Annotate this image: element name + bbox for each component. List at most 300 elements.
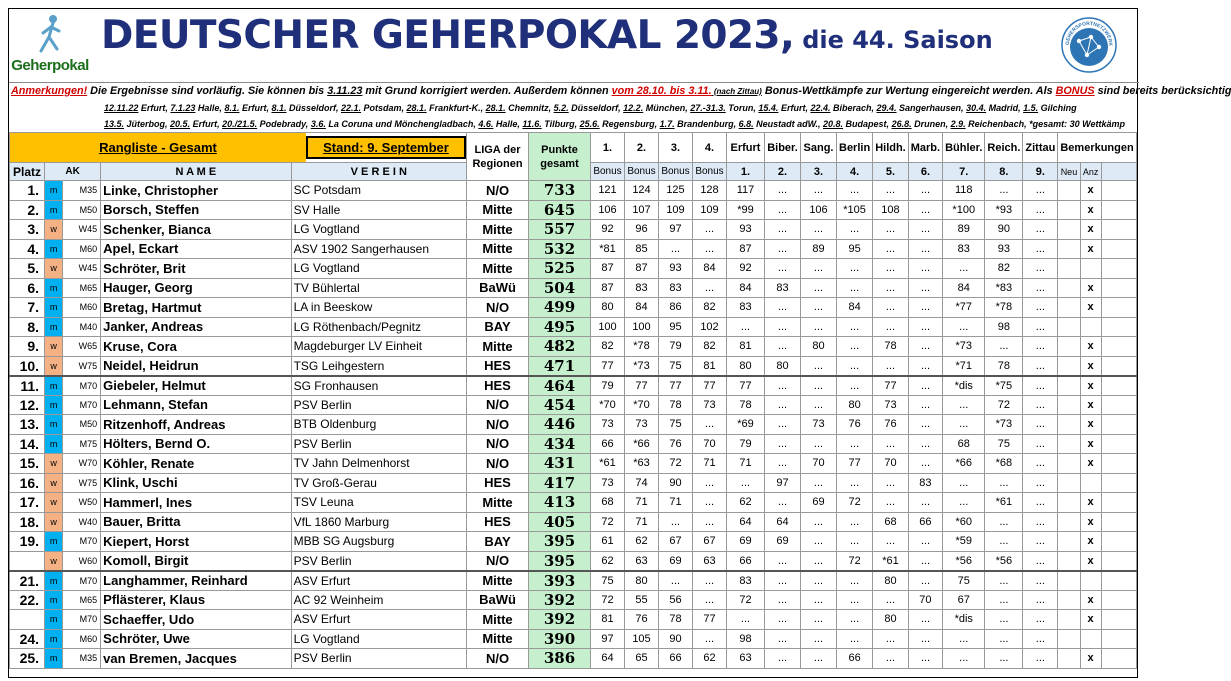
competition-score: 72: [985, 395, 1023, 415]
ak-header: AK: [45, 163, 101, 181]
neu-mark: [1058, 356, 1080, 376]
competition-score: 72: [837, 551, 873, 571]
rank-cell: [10, 610, 45, 630]
competition-score: 73: [873, 395, 909, 415]
remark-cell: [1101, 629, 1136, 649]
rank-cell: 24.: [10, 629, 45, 649]
bonus-score: 74: [625, 473, 659, 493]
comp-name-4: Berlin: [837, 133, 873, 163]
club-name: SG Fronhausen: [291, 376, 466, 396]
competition-score: ...: [801, 571, 837, 591]
bonus-score: 76: [659, 434, 693, 454]
gender-cell: w: [45, 551, 63, 571]
club-name: TV Bühlertal: [291, 278, 466, 298]
competition-score: *61: [985, 493, 1023, 513]
competition-score: ...: [837, 278, 873, 298]
competition-score: 62: [727, 493, 765, 513]
league-cell: HES: [467, 356, 529, 376]
age-class-cell: M60: [63, 629, 101, 649]
anz-mark: x: [1080, 532, 1101, 552]
rank-cell: 25.: [10, 649, 45, 669]
sheet-frame: [8, 8, 1231, 678]
club-name: SV Halle: [291, 200, 466, 220]
competition-score: ...: [873, 259, 909, 279]
competition-score: ...: [801, 278, 837, 298]
remark-segment: Reichenbach, *gesamt: 30 Wettkämp: [965, 119, 1126, 129]
competition-score: ...: [985, 532, 1023, 552]
comp-name-9: Zittau: [1023, 133, 1058, 163]
competition-score: ...: [765, 337, 801, 357]
total-points: 395: [529, 532, 591, 552]
remark-segment: 11.6.: [522, 119, 542, 129]
age-class-cell: M75: [63, 434, 101, 454]
remark-segment: Chemnitz,: [505, 103, 554, 113]
neu-mark: [1058, 415, 1080, 435]
total-points: 454: [529, 395, 591, 415]
competition-score: ...: [1023, 239, 1058, 259]
rank-cell: 12.: [10, 395, 45, 415]
competition-score: ...: [837, 259, 873, 279]
competition-score: ...: [765, 629, 801, 649]
remark-segment: 5.2.: [553, 103, 569, 113]
league-cell: N/O: [467, 395, 529, 415]
bonus-score: 72: [659, 454, 693, 474]
bonus-score: 97: [591, 629, 625, 649]
competition-score: 95: [837, 239, 873, 259]
bonus-score: 100: [591, 317, 625, 337]
rank-cell: 5.: [10, 259, 45, 279]
athlete-name: Apel, Eckart: [101, 239, 291, 259]
gender-cell: w: [45, 356, 63, 376]
anz-mark: x: [1080, 434, 1101, 454]
league-cell: N/O: [467, 454, 529, 474]
competition-score: 117: [727, 181, 765, 201]
club-name: ASV Erfurt: [291, 610, 466, 630]
remark-segment: 13.5.: [104, 119, 125, 129]
remark-cell: [1101, 181, 1136, 201]
ranking-table: [9, 132, 1137, 669]
competition-score: ...: [908, 649, 942, 669]
comp-num-5: 5.: [873, 163, 909, 181]
competition-score: 69: [727, 532, 765, 552]
gender-cell: w: [45, 259, 63, 279]
verein-header: V E R E I N: [291, 163, 466, 181]
bonus-score: *63: [625, 454, 659, 474]
table-row: [10, 649, 1137, 669]
remark-cell: [1101, 259, 1136, 279]
age-class-cell: M35: [63, 649, 101, 669]
club-name: ASV Erfurt: [291, 571, 466, 591]
gender-cell: m: [45, 181, 63, 201]
total-points: 434: [529, 434, 591, 454]
competition-score: ...: [727, 317, 765, 337]
competition-score: ...: [1023, 298, 1058, 318]
competition-score: 79: [727, 434, 765, 454]
competition-score: ...: [985, 181, 1023, 201]
bonus-score: 73: [591, 473, 625, 493]
bonus-score: 66: [591, 434, 625, 454]
total-points: 504: [529, 278, 591, 298]
competition-score: 83: [943, 239, 985, 259]
bonus-score: 87: [591, 259, 625, 279]
competition-score: ...: [1023, 551, 1058, 571]
remark-segment: 29.4.: [876, 103, 897, 113]
rank-cell: 2.: [10, 200, 45, 220]
competition-score: 84: [943, 278, 985, 298]
competition-score: ...: [837, 356, 873, 376]
league-cell: Mitte: [467, 200, 529, 220]
competition-score: ...: [873, 590, 909, 610]
competition-score: 67: [943, 590, 985, 610]
neu-mark: [1058, 473, 1080, 493]
competition-score: ...: [873, 649, 909, 669]
age-class-cell: M60: [63, 298, 101, 318]
competition-score: ...: [1023, 415, 1058, 435]
bonus-score: *78: [625, 337, 659, 357]
competition-score: *66: [943, 454, 985, 474]
competition-score: 66: [908, 512, 942, 532]
athlete-name: Komoll, Birgit: [101, 551, 291, 571]
network-logo: [1061, 17, 1117, 73]
bonus-score: ...: [659, 512, 693, 532]
competition-score: ...: [1023, 590, 1058, 610]
age-class-cell: M65: [63, 590, 101, 610]
club-name: LG Vogtland: [291, 259, 466, 279]
title-bar: [10, 133, 467, 163]
remark-segment: Halle,: [493, 119, 523, 129]
competition-score: 68: [873, 512, 909, 532]
age-class-cell: W50: [63, 493, 101, 513]
age-class-cell: M65: [63, 278, 101, 298]
competition-score: ...: [837, 590, 873, 610]
competition-score: ...: [1023, 473, 1058, 493]
competition-score: ...: [908, 376, 942, 396]
competition-score: ...: [837, 220, 873, 240]
competition-score: 76: [837, 415, 873, 435]
anz-mark: x: [1080, 415, 1101, 435]
competition-score: ...: [908, 629, 942, 649]
athlete-name: Pflästerer, Klaus: [101, 590, 291, 610]
competition-score: ...: [765, 415, 801, 435]
comp-num-7: 7.: [943, 163, 985, 181]
competition-score: 73: [801, 415, 837, 435]
remark-cell: [1101, 317, 1136, 337]
competition-score: ...: [837, 610, 873, 630]
bonus-score: 124: [625, 181, 659, 201]
competition-score: ...: [765, 434, 801, 454]
anz-mark: x: [1080, 239, 1101, 259]
remark-cell: [1101, 532, 1136, 552]
competition-score: ...: [943, 317, 985, 337]
bonus-score: ...: [693, 239, 727, 259]
competition-score: ...: [765, 571, 801, 591]
neu-mark: [1058, 590, 1080, 610]
competition-score: ...: [801, 298, 837, 318]
neu-mark: [1058, 551, 1080, 571]
competition-score: ...: [873, 239, 909, 259]
table-row: [10, 415, 1137, 435]
competition-score: ...: [801, 356, 837, 376]
remark-segment: vom 28.10. bis 3.11.: [611, 85, 712, 97]
competition-score: ...: [801, 395, 837, 415]
competition-score: ...: [943, 473, 985, 493]
bonus-num-4: 4.: [693, 133, 727, 163]
neu-mark: [1058, 200, 1080, 220]
table-row: [10, 278, 1137, 298]
page-header: [9, 9, 1139, 83]
bonus-score: 62: [625, 532, 659, 552]
anz-mark: [1080, 473, 1101, 493]
athlete-name: Schenker, Bianca: [101, 220, 291, 240]
bonus-score: 96: [625, 220, 659, 240]
competition-score: 80: [873, 571, 909, 591]
competition-score: ...: [908, 200, 942, 220]
bonus-score: 77: [591, 356, 625, 376]
athlete-name: Bretag, Hartmut: [101, 298, 291, 318]
bonus-score: 67: [659, 532, 693, 552]
network-logo-text: GEHERSPORTNETZWERK: [1064, 20, 1114, 47]
league-cell: N/O: [467, 434, 529, 454]
age-class-cell: W60: [63, 551, 101, 571]
club-name: PSV Berlin: [291, 434, 466, 454]
neu-mark: [1058, 337, 1080, 357]
remark-cell: [1101, 239, 1136, 259]
total-points: 482: [529, 337, 591, 357]
age-class-cell: M70: [63, 610, 101, 630]
logo-text: Geherpokal: [11, 57, 89, 74]
remark-segment: 6.8.: [738, 119, 754, 129]
league-cell: N/O: [467, 551, 529, 571]
total-points: 557: [529, 220, 591, 240]
competition-score: 63: [727, 649, 765, 669]
bonus-score: 73: [591, 415, 625, 435]
bonus-label-1: Bonus: [591, 163, 625, 181]
bonus-score: 66: [659, 649, 693, 669]
gender-cell: m: [45, 395, 63, 415]
competition-score: ...: [1023, 532, 1058, 552]
competition-score: 75: [943, 571, 985, 591]
bonus-score: 100: [625, 317, 659, 337]
league-cell: N/O: [467, 298, 529, 318]
bonus-score: 72: [591, 590, 625, 610]
competition-score: 77: [727, 376, 765, 396]
competition-score: ...: [908, 571, 942, 591]
age-class-cell: W45: [63, 259, 101, 279]
remarks-line-1: [11, 83, 1231, 100]
remarks-line-3: [104, 116, 1125, 132]
athlete-name: Linke, Christopher: [101, 181, 291, 201]
rank-cell: 13.: [10, 415, 45, 435]
competition-score: ...: [837, 376, 873, 396]
bonus-score: 61: [591, 532, 625, 552]
remark-segment: 25.6.: [579, 119, 600, 129]
anz-mark: x: [1080, 395, 1101, 415]
total-points: 446: [529, 415, 591, 435]
competition-score: ...: [943, 415, 985, 435]
competition-score: 97: [765, 473, 801, 493]
bonus-score: 79: [659, 337, 693, 357]
competition-score: ...: [837, 473, 873, 493]
table-row: [10, 512, 1137, 532]
remark-segment: Düsseldorf,: [286, 103, 341, 113]
table-row: [10, 220, 1137, 240]
anz-mark: x: [1080, 278, 1101, 298]
athlete-name: Köhler, Renate: [101, 454, 291, 474]
age-class-cell: M70: [63, 395, 101, 415]
athlete-name: Bauer, Britta: [101, 512, 291, 532]
remark-segment: Podebrady,: [257, 119, 311, 129]
rank-cell: 17.: [10, 493, 45, 513]
club-name: VfL 1860 Marburg: [291, 512, 466, 532]
remark-segment: Biberach,: [830, 103, 877, 113]
competition-score: 80: [801, 337, 837, 357]
competition-score: ...: [908, 395, 942, 415]
walker-figure-icon: [27, 13, 73, 57]
rank-cell: [10, 551, 45, 571]
neu-mark: [1058, 395, 1080, 415]
competition-score: *100: [943, 200, 985, 220]
remark-segment: Budapest,: [843, 119, 892, 129]
bonus-score: 68: [591, 493, 625, 513]
bonus-score: 73: [693, 395, 727, 415]
neu-mark: [1058, 278, 1080, 298]
gender-cell: m: [45, 434, 63, 454]
competition-score: ...: [1023, 200, 1058, 220]
competition-score: ...: [765, 259, 801, 279]
gender-cell: m: [45, 376, 63, 396]
club-name: MBB SG Augsburg: [291, 532, 466, 552]
punkte-header: Punkte gesamt: [529, 133, 591, 181]
league-cell: N/O: [467, 649, 529, 669]
remark-segment: Erfurt,: [138, 103, 171, 113]
total-points: 390: [529, 629, 591, 649]
club-name: TV Groß-Gerau: [291, 473, 466, 493]
bonus-score: 90: [659, 629, 693, 649]
age-class-cell: M60: [63, 239, 101, 259]
comp-num-6: 6.: [908, 163, 942, 181]
neu-mark: [1058, 571, 1080, 591]
remark-segment: La Coruna und Mönchengladbach,: [325, 119, 479, 129]
competition-score: ...: [873, 629, 909, 649]
rank-cell: 7.: [10, 298, 45, 318]
name-header: N A M E: [101, 163, 291, 181]
total-points: 431: [529, 454, 591, 474]
table-row: [10, 200, 1137, 220]
bonus-num-1: 1.: [591, 133, 625, 163]
competition-score: ...: [908, 532, 942, 552]
bonus-score: 82: [693, 337, 727, 357]
neu-mark: [1058, 493, 1080, 513]
competition-score: ...: [873, 434, 909, 454]
remark-cell: [1101, 571, 1136, 591]
competition-score: ...: [765, 200, 801, 220]
league-cell: BaWü: [467, 278, 529, 298]
table-row: [10, 317, 1137, 337]
bonus-score: 63: [625, 551, 659, 571]
remark-cell: [1101, 454, 1136, 474]
competition-score: ...: [1023, 512, 1058, 532]
gender-cell: w: [45, 512, 63, 532]
remark-segment: 3.6.: [310, 119, 326, 129]
total-points: 532: [529, 239, 591, 259]
remark-segment: (nach Zittau): [711, 87, 762, 96]
remark-segment: 22.1.: [341, 103, 362, 113]
club-name: LG Vogtland: [291, 220, 466, 240]
remark-segment: Erfurt,: [239, 103, 272, 113]
bonus-score: 82: [591, 337, 625, 357]
bonus-score: 55: [625, 590, 659, 610]
remark-segment: Regensburg,: [599, 119, 660, 129]
competition-score: ...: [985, 590, 1023, 610]
athlete-name: Lehmann, Stefan: [101, 395, 291, 415]
comp-num-1: 1.: [727, 163, 765, 181]
anz-mark: x: [1080, 200, 1101, 220]
bonus-score: *70: [591, 395, 625, 415]
remark-segment: Tilburg,: [541, 119, 580, 129]
anz-mark: [1080, 629, 1101, 649]
anz-mark: x: [1080, 649, 1101, 669]
remark-segment: 8.1.: [271, 103, 287, 113]
bonus-score: 77: [625, 376, 659, 396]
competition-score: ...: [801, 590, 837, 610]
remark-segment: Jüterbog,: [124, 119, 171, 129]
remark-cell: [1101, 278, 1136, 298]
competition-score: ...: [873, 473, 909, 493]
athlete-name: Neidel, Heidrun: [101, 356, 291, 376]
remark-segment: Anmerkungen!: [11, 85, 88, 97]
anz-mark: x: [1080, 493, 1101, 513]
anz-mark: x: [1080, 376, 1101, 396]
competition-score: *73: [943, 337, 985, 357]
total-points: 471: [529, 356, 591, 376]
table-row: [10, 610, 1137, 630]
competition-score: ...: [837, 629, 873, 649]
competition-score: ...: [908, 454, 942, 474]
bonus-score: 75: [659, 356, 693, 376]
competition-score: 72: [837, 493, 873, 513]
remark-cell: [1101, 590, 1136, 610]
bonus-score: 84: [625, 298, 659, 318]
competition-score: 75: [985, 434, 1023, 454]
league-cell: BAY: [467, 317, 529, 337]
bonus-score: 62: [693, 649, 727, 669]
competition-score: ...: [985, 571, 1023, 591]
league-cell: N/O: [467, 181, 529, 201]
competition-score: 80: [727, 356, 765, 376]
gender-cell: m: [45, 239, 63, 259]
competition-score: ...: [908, 317, 942, 337]
age-class-cell: M50: [63, 415, 101, 435]
rank-cell: 6.: [10, 278, 45, 298]
table-row: [10, 259, 1137, 279]
bonus-score: 84: [693, 259, 727, 279]
athlete-name: Schröter, Uwe: [101, 629, 291, 649]
competition-score: ...: [801, 629, 837, 649]
competition-score: ...: [1023, 220, 1058, 240]
bonus-score: 90: [659, 473, 693, 493]
rank-cell: 3.: [10, 220, 45, 240]
competition-score: 80: [765, 356, 801, 376]
neu-mark: [1058, 376, 1080, 396]
league-cell: HES: [467, 473, 529, 493]
remark-cell: [1101, 551, 1136, 571]
competition-score: ...: [1023, 395, 1058, 415]
competition-score: 70: [873, 454, 909, 474]
competition-score: 68: [943, 434, 985, 454]
remark-segment: 27.-31.3.: [690, 103, 726, 113]
remark-cell: [1101, 473, 1136, 493]
bonus-score: 109: [693, 200, 727, 220]
